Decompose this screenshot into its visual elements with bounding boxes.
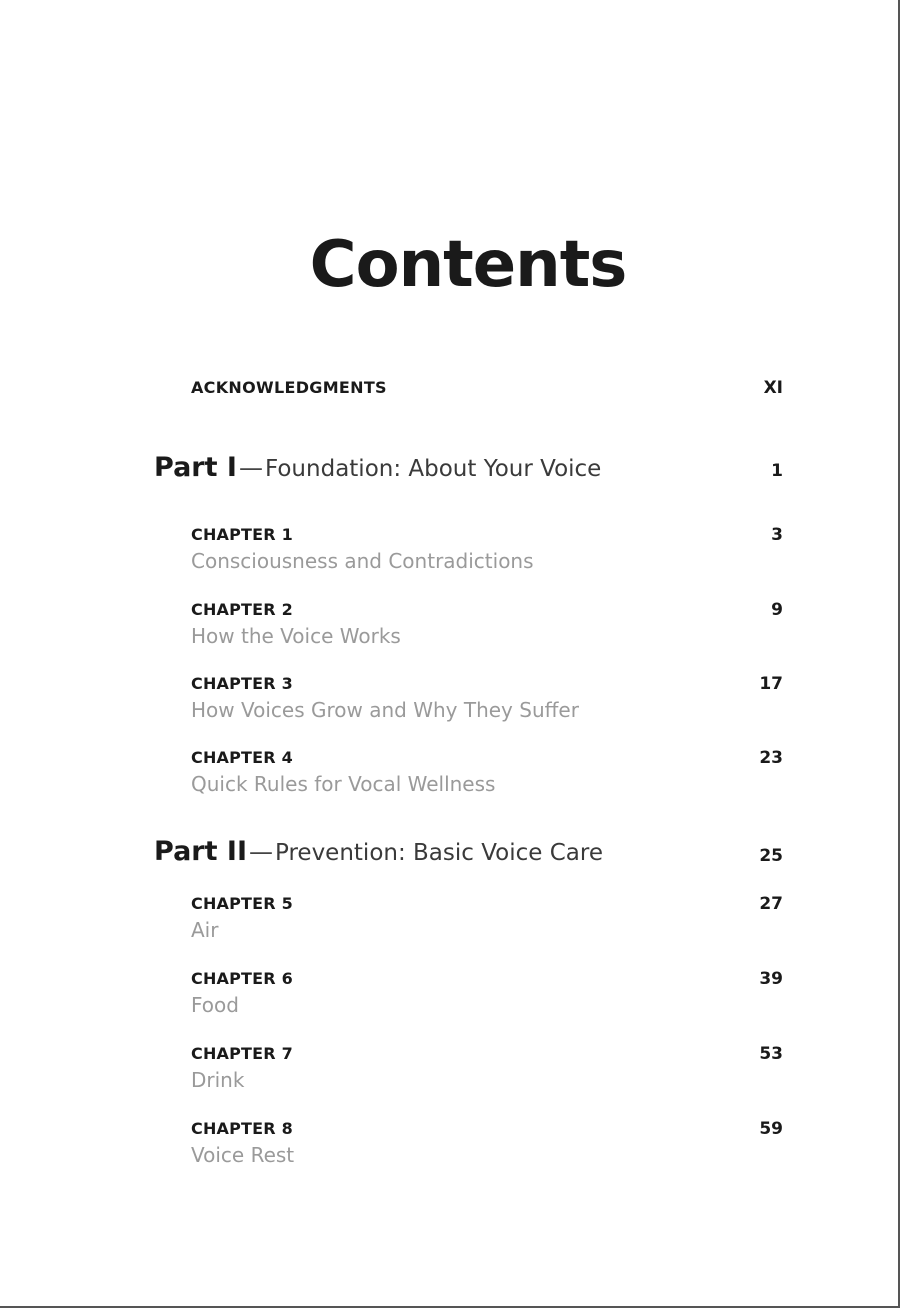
part-2-title: Prevention: Basic Voice Care — [275, 840, 603, 866]
chapter-6-label: CHAPTER 6 — [191, 969, 293, 988]
chapter-5-page-number: 27 — [759, 894, 783, 914]
chapter-3-title: How Voices Grow and Why They Suffer — [191, 698, 579, 722]
chapter-1-title: Consciousness and Contradictions — [191, 549, 534, 573]
part-1-dash: — — [238, 454, 263, 482]
chapter-3-page-number: 17 — [759, 674, 783, 694]
chapter-1-label: CHAPTER 1 — [191, 525, 293, 544]
chapter-8-label: CHAPTER 8 — [191, 1119, 293, 1138]
part-2-dash: — — [249, 838, 273, 866]
chapter-2-page-number: 9 — [771, 600, 783, 620]
chapter-4-label: CHAPTER 4 — [191, 748, 293, 767]
chapter-6-page-number: 39 — [759, 969, 783, 989]
chapter-8-page-number: 59 — [759, 1119, 783, 1139]
part-2-page-number: 25 — [759, 846, 783, 866]
chapter-2-title: How the Voice Works — [191, 624, 401, 648]
chapter-8-title: Voice Rest — [191, 1143, 295, 1167]
part-1-label: Part I — [154, 452, 237, 483]
page-title: Contents — [309, 228, 627, 302]
chapter-5-title: Air — [191, 918, 219, 942]
chapter-4-page-number: 23 — [759, 748, 783, 768]
chapter-7-page-number: 53 — [759, 1044, 783, 1064]
chapter-3-label: CHAPTER 3 — [191, 674, 293, 693]
chapter-4-title: Quick Rules for Vocal Wellness — [191, 772, 496, 796]
acknowledgments-page-number: XI — [763, 378, 783, 398]
part-1-page-number: 1 — [771, 461, 783, 481]
chapter-2-label: CHAPTER 2 — [191, 600, 293, 619]
chapter-1-page-number: 3 — [771, 525, 783, 545]
chapter-7-label: CHAPTER 7 — [191, 1044, 293, 1063]
chapter-5-label: CHAPTER 5 — [191, 894, 293, 913]
chapter-6-title: Food — [191, 993, 239, 1017]
part-1-title: Foundation: About Your Voice — [264, 456, 602, 482]
part-2-heading — [154, 836, 603, 867]
chapter-7-title: Drink — [191, 1068, 245, 1092]
acknowledgments-label: ACKNOWLEDGMENTS — [191, 378, 387, 397]
part-2-label: Part II — [154, 836, 247, 867]
part-1-heading — [154, 452, 601, 483]
